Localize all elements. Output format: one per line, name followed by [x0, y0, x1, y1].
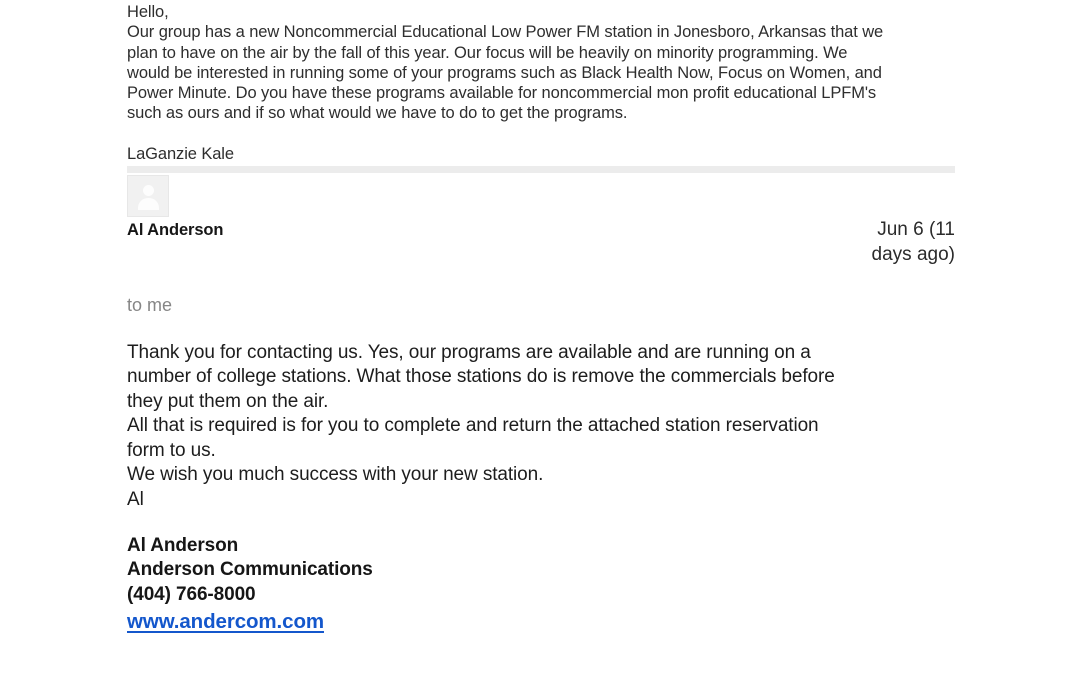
quoted-body-line: such as ours and if so what would we have to do to get the programs.: [127, 104, 628, 123]
message-date-line2: days ago): [871, 243, 955, 265]
person-placeholder-icon: [143, 185, 154, 196]
reply-body-line: Thank you for contacting us. Yes, our programs are available and are running on a: [127, 342, 811, 364]
reply-body-line: they put them on the air.: [127, 390, 329, 412]
quoted-body-line: Power Minute. Do you have these programs available for noncommercial mon profit educational LPFM's: [127, 84, 877, 103]
reply-message-body: [127, 341, 955, 512]
message-date-line1: Jun 6 (11: [877, 219, 955, 241]
message-date: [872, 218, 955, 267]
signature-company: Anderson Communications: [127, 559, 373, 581]
quoted-body-line: plan to have on the air by the fall of this year. Our focus will be heavily on minority programming. We: [127, 43, 848, 62]
quoted-sender-name: LaGanzie Kale: [127, 144, 234, 163]
signature-block: [127, 534, 955, 636]
website-link[interactable]: www.andercom.com: [127, 610, 324, 634]
person-placeholder-icon: [138, 198, 159, 210]
sender-name: Al Anderson: [127, 221, 224, 240]
email-thread-content: [127, 0, 955, 636]
reply-body-line: form to us.: [127, 439, 216, 461]
reply-body-line: All that is required is for you to complete and return the attached station reservation: [127, 415, 819, 437]
reply-body-line: Al: [127, 488, 144, 510]
sender-avatar: [127, 175, 169, 217]
quoted-body-line: Our group has a new Noncommercial Educational Low Power FM station in Jonesboro, Arkansas that we: [127, 23, 884, 42]
message-divider: [127, 166, 955, 173]
recipient-label: to me: [127, 295, 173, 316]
reply-body-line: number of college stations. What those stations do is remove the commercials before: [127, 366, 835, 388]
signature-name: Al Anderson: [127, 534, 239, 556]
quoted-message-body: [127, 0, 955, 124]
quoted-body-line: would be interested in running some of your programs such as Black Health Now, Focus on Women, and: [127, 63, 882, 82]
quoted-greeting: Hello,: [127, 3, 169, 21]
signature-phone: (404) 766-8000: [127, 583, 256, 605]
message-header-row: [127, 218, 955, 267]
reply-body-line: We wish you much success with your new station.: [127, 464, 544, 486]
